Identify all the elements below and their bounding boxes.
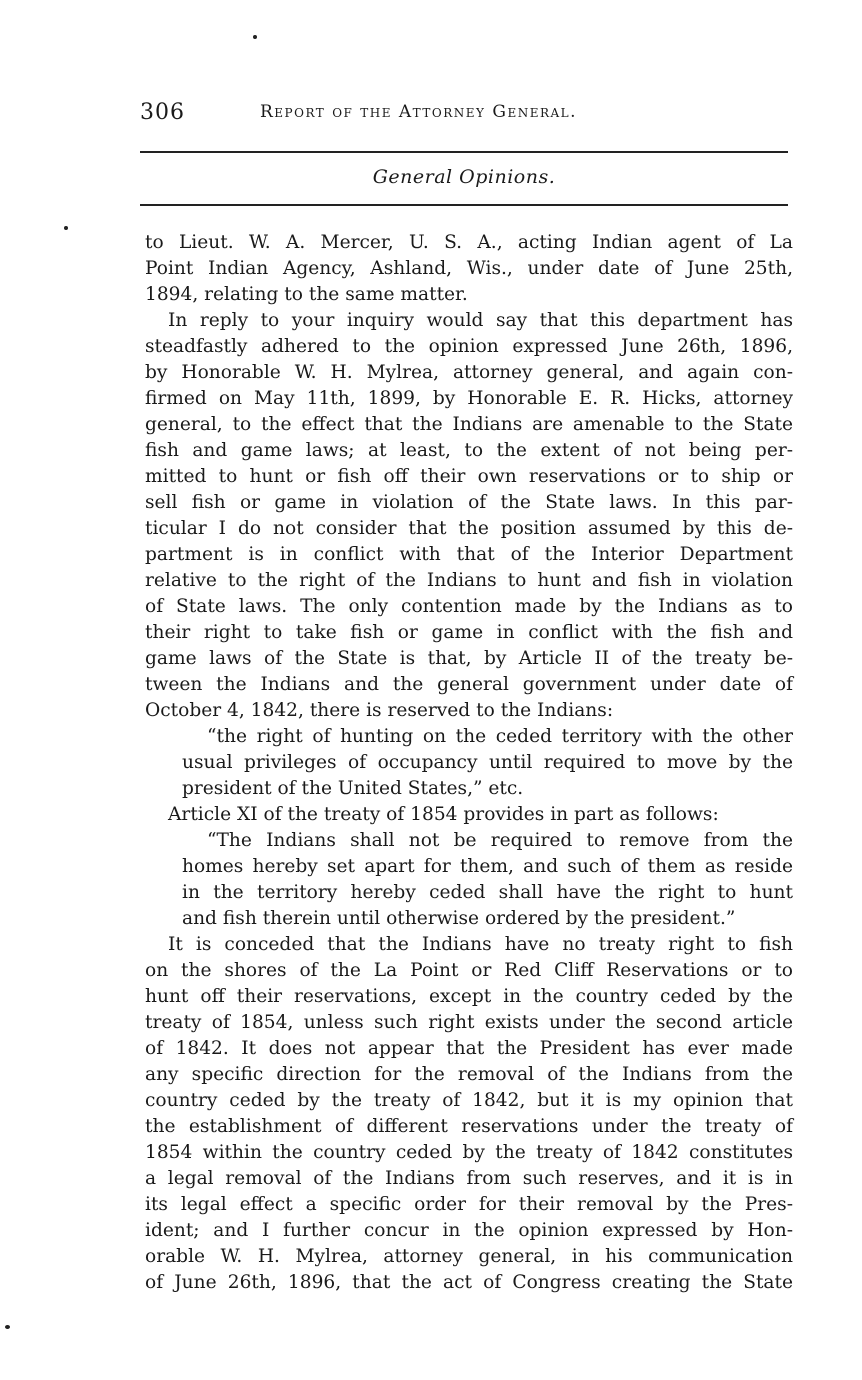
- text-line: In reply to your inquiry would say that this department has: [168, 310, 793, 331]
- text-line: firmed on May 11th, 1899, by Honorable E. R. Hicks, attorney: [145, 388, 793, 409]
- text-line: steadfastly adhered to the opinion expressed June 26th, 1896,: [145, 336, 793, 357]
- text-line: fish and game laws; at least, to the extent of not being per-: [145, 440, 793, 461]
- text-line: It is conceded that the Indians have no treaty right to fish: [168, 934, 793, 955]
- page-number: 306: [140, 100, 185, 125]
- text-line: of 1842. It does not appear that the President has ever made: [145, 1038, 793, 1059]
- text-line: on the shores of the La Point or Red Cliff Reservations or to: [145, 960, 793, 981]
- text-line: their right to take fish or game in conflict with the fish and: [145, 622, 793, 643]
- quote-line: and fish therein until otherwise ordered by the president.”: [182, 908, 736, 929]
- text-line: a legal removal of the Indians from such reserves, and it is in: [145, 1168, 793, 1189]
- text-line: hunt off their reservations, except in the country ceded by the: [145, 986, 793, 1007]
- text-line: orable W. H. Mylrea, attorney general, in his communication: [145, 1246, 793, 1267]
- text-line: country ceded by the treaty of 1842, but it is my opinion that: [145, 1090, 793, 1111]
- text-line: of State laws. The only contention made by the Indians as to: [145, 596, 793, 617]
- quote-line: “the right of hunting on the ceded territory with the other: [207, 726, 793, 747]
- text-line: ident; and I further concur in the opinion expressed by Hon-: [145, 1220, 793, 1241]
- text-line: 1894, relating to the same matter.: [145, 284, 468, 305]
- text-line: relative to the right of the Indians to hunt and fish in violation: [145, 570, 793, 591]
- text-line: mitted to hunt or fish off their own reservations or to ship or: [145, 466, 793, 487]
- text-line: Point Indian Agency, Ashland, Wis., under date of June 25th,: [145, 258, 793, 279]
- text-line: partment is in conflict with that of the Interior Department: [145, 544, 793, 565]
- quote-line: usual privileges of occupancy until required to move by the: [182, 752, 793, 773]
- text-line: general, to the effect that the Indians are amenable to the State: [145, 414, 793, 435]
- text-line: its legal effect a specific order for their removal by the Pres-: [145, 1194, 793, 1215]
- text-line: sell fish or game in violation of the State laws. In this par-: [145, 492, 793, 513]
- text-line: Article XI of the treaty of 1854 provides in part as follows:: [168, 804, 719, 825]
- text-line: ticular I do not consider that the position assumed by this de-: [145, 518, 793, 539]
- text-line: tween the Indians and the general government under date of: [145, 674, 793, 695]
- section-title: General Opinions.: [372, 166, 556, 188]
- text-line: the establishment of different reservations under the treaty of: [145, 1116, 793, 1137]
- quote-line: president of the United States,” etc.: [182, 778, 524, 799]
- text-line: treaty of 1854, unless such right exists under the second article: [145, 1012, 793, 1033]
- text-line: October 4, 1842, there is reserved to the Indians:: [145, 700, 614, 721]
- quote-line: homes hereby set apart for them, and such of them as reside: [182, 856, 793, 877]
- text-line: 1854 within the country ceded by the treaty of 1842 constitutes: [145, 1142, 793, 1163]
- text-line: of June 26th, 1896, that the act of Congress creating the State: [145, 1272, 793, 1293]
- text-line: by Honorable W. H. Mylrea, attorney general, and again con-: [145, 362, 793, 383]
- text-line: any specific direction for the removal of the Indians from the: [145, 1064, 793, 1085]
- text-line: to Lieut. W. A. Mercer, U. S. A., acting Indian agent of La: [145, 232, 793, 253]
- text-line: game laws of the State is that, by Article II of the treaty be-: [145, 648, 793, 669]
- running-title: Report of the Attorney General.: [260, 102, 578, 122]
- quote-line: “The Indians shall not be required to remove from the: [207, 830, 793, 851]
- quote-line: in the territory hereby ceded shall have the right to hunt: [182, 882, 793, 903]
